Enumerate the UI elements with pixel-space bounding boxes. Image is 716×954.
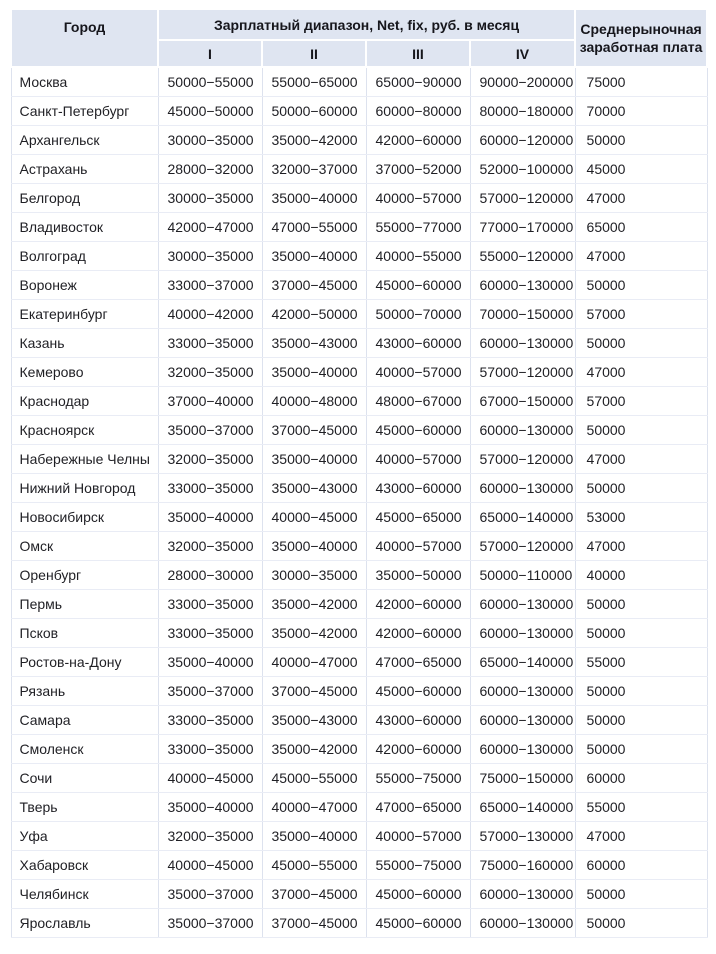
city-cell: Рязань	[11, 676, 158, 705]
range-quartile-4-cell: 80000−180000	[470, 96, 575, 125]
range-quartile-2-cell: 35000−40000	[262, 444, 366, 473]
range-quartile-3-cell: 40000−55000	[366, 241, 470, 270]
range-quartile-3-cell: 40000−57000	[366, 444, 470, 473]
range-quartile-2-cell: 45000−55000	[262, 763, 366, 792]
range-quartile-3-cell: 42000−60000	[366, 589, 470, 618]
city-cell: Челябинск	[11, 879, 158, 908]
range-quartile-1-cell: 35000−37000	[158, 879, 262, 908]
range-quartile-3-cell: 45000−60000	[366, 270, 470, 299]
city-cell: Ярославль	[11, 908, 158, 937]
range-quartile-1-cell: 32000−35000	[158, 444, 262, 473]
table-row	[11, 850, 707, 879]
range-quartile-2-cell: 30000−35000	[262, 560, 366, 589]
table-row	[11, 589, 707, 618]
table-row	[11, 299, 707, 328]
range-quartile-3-cell: 50000−70000	[366, 299, 470, 328]
range-quartile-2-cell: 35000−40000	[262, 357, 366, 386]
city-cell: Новосибирск	[11, 502, 158, 531]
table-row	[11, 647, 707, 676]
column-header-salary-range-group: Зарплатный диапазон, Net, fix, руб. в месяц	[158, 9, 575, 40]
table-row	[11, 821, 707, 850]
range-quartile-4-cell: 57000−120000	[470, 183, 575, 212]
city-cell: Хабаровск	[11, 850, 158, 879]
range-quartile-1-cell: 35000−40000	[158, 792, 262, 821]
average-salary-cell: 47000	[575, 183, 707, 212]
column-header-quartile-4: IV	[470, 40, 575, 67]
range-quartile-1-cell: 33000−35000	[158, 705, 262, 734]
table-row	[11, 908, 707, 937]
average-salary-cell: 50000	[575, 415, 707, 444]
range-quartile-4-cell: 60000−130000	[470, 270, 575, 299]
range-quartile-1-cell: 30000−35000	[158, 125, 262, 154]
range-quartile-4-cell: 60000−130000	[470, 705, 575, 734]
average-salary-cell: 55000	[575, 792, 707, 821]
range-quartile-2-cell: 42000−50000	[262, 299, 366, 328]
city-cell: Оренбург	[11, 560, 158, 589]
table-row	[11, 676, 707, 705]
table-row	[11, 183, 707, 212]
column-header-quartile-3: III	[366, 40, 470, 67]
range-quartile-3-cell: 35000−50000	[366, 560, 470, 589]
range-quartile-1-cell: 35000−37000	[158, 908, 262, 937]
range-quartile-4-cell: 90000−200000	[470, 67, 575, 96]
range-quartile-2-cell: 40000−47000	[262, 792, 366, 821]
average-salary-cell: 75000	[575, 67, 707, 96]
range-quartile-2-cell: 40000−45000	[262, 502, 366, 531]
range-quartile-1-cell: 37000−40000	[158, 386, 262, 415]
table-row	[11, 154, 707, 183]
range-quartile-4-cell: 60000−130000	[470, 473, 575, 502]
average-salary-cell: 50000	[575, 879, 707, 908]
average-salary-cell: 65000	[575, 212, 707, 241]
range-quartile-1-cell: 33000−35000	[158, 589, 262, 618]
range-quartile-1-cell: 33000−35000	[158, 618, 262, 647]
city-cell: Псков	[11, 618, 158, 647]
range-quartile-2-cell: 35000−43000	[262, 473, 366, 502]
range-quartile-3-cell: 55000−75000	[366, 763, 470, 792]
city-cell: Омск	[11, 531, 158, 560]
table-row	[11, 357, 707, 386]
range-quartile-1-cell: 32000−35000	[158, 357, 262, 386]
table-row	[11, 560, 707, 589]
range-quartile-2-cell: 47000−55000	[262, 212, 366, 241]
city-cell: Казань	[11, 328, 158, 357]
city-cell: Пермь	[11, 589, 158, 618]
city-cell: Ростов-на-Дону	[11, 647, 158, 676]
table-row	[11, 444, 707, 473]
range-quartile-1-cell: 40000−42000	[158, 299, 262, 328]
range-quartile-3-cell: 45000−60000	[366, 676, 470, 705]
range-quartile-1-cell: 33000−35000	[158, 473, 262, 502]
range-quartile-2-cell: 55000−65000	[262, 67, 366, 96]
average-salary-cell: 47000	[575, 444, 707, 473]
range-quartile-3-cell: 43000−60000	[366, 328, 470, 357]
table-row	[11, 473, 707, 502]
city-cell: Воронеж	[11, 270, 158, 299]
table-row	[11, 328, 707, 357]
table-row	[11, 763, 707, 792]
range-quartile-4-cell: 60000−130000	[470, 734, 575, 763]
range-quartile-3-cell: 40000−57000	[366, 183, 470, 212]
range-quartile-3-cell: 60000−80000	[366, 96, 470, 125]
range-quartile-4-cell: 75000−150000	[470, 763, 575, 792]
city-cell: Архангельск	[11, 125, 158, 154]
average-salary-cell: 45000	[575, 154, 707, 183]
table-row	[11, 415, 707, 444]
range-quartile-3-cell: 43000−60000	[366, 705, 470, 734]
range-quartile-3-cell: 55000−77000	[366, 212, 470, 241]
range-quartile-3-cell: 45000−60000	[366, 908, 470, 937]
range-quartile-1-cell: 35000−40000	[158, 502, 262, 531]
city-cell: Кемерово	[11, 357, 158, 386]
table-row	[11, 67, 707, 96]
city-cell: Белгород	[11, 183, 158, 212]
table-row	[11, 705, 707, 734]
average-salary-cell: 60000	[575, 850, 707, 879]
range-quartile-2-cell: 35000−40000	[262, 531, 366, 560]
average-salary-cell: 50000	[575, 473, 707, 502]
range-quartile-2-cell: 35000−40000	[262, 241, 366, 270]
range-quartile-3-cell: 45000−65000	[366, 502, 470, 531]
city-cell: Самара	[11, 705, 158, 734]
range-quartile-4-cell: 70000−150000	[470, 299, 575, 328]
range-quartile-2-cell: 37000−45000	[262, 879, 366, 908]
average-salary-cell: 47000	[575, 241, 707, 270]
range-quartile-3-cell: 45000−60000	[366, 879, 470, 908]
range-quartile-1-cell: 40000−45000	[158, 850, 262, 879]
average-salary-cell: 55000	[575, 647, 707, 676]
average-salary-cell: 47000	[575, 357, 707, 386]
average-salary-cell: 50000	[575, 589, 707, 618]
range-quartile-1-cell: 40000−45000	[158, 763, 262, 792]
range-quartile-4-cell: 57000−120000	[470, 531, 575, 560]
table-row	[11, 502, 707, 531]
range-quartile-3-cell: 40000−57000	[366, 531, 470, 560]
city-cell: Волгоград	[11, 241, 158, 270]
table-row	[11, 125, 707, 154]
city-cell: Санкт-Петербург	[11, 96, 158, 125]
range-quartile-2-cell: 35000−42000	[262, 589, 366, 618]
city-cell: Красноярск	[11, 415, 158, 444]
range-quartile-3-cell: 47000−65000	[366, 647, 470, 676]
average-salary-cell: 50000	[575, 734, 707, 763]
range-quartile-1-cell: 32000−35000	[158, 531, 262, 560]
range-quartile-1-cell: 33000−35000	[158, 734, 262, 763]
average-salary-cell: 47000	[575, 821, 707, 850]
range-quartile-4-cell: 50000−110000	[470, 560, 575, 589]
range-quartile-2-cell: 35000−42000	[262, 125, 366, 154]
range-quartile-3-cell: 45000−60000	[366, 415, 470, 444]
range-quartile-1-cell: 50000−55000	[158, 67, 262, 96]
city-cell: Тверь	[11, 792, 158, 821]
average-salary-cell: 50000	[575, 270, 707, 299]
average-salary-cell: 50000	[575, 676, 707, 705]
salary-table	[10, 8, 708, 938]
range-quartile-1-cell: 33000−35000	[158, 328, 262, 357]
average-salary-cell: 50000	[575, 908, 707, 937]
city-cell: Екатеринбург	[11, 299, 158, 328]
range-quartile-3-cell: 65000−90000	[366, 67, 470, 96]
average-salary-cell: 53000	[575, 502, 707, 531]
range-quartile-2-cell: 45000−55000	[262, 850, 366, 879]
range-quartile-4-cell: 65000−140000	[470, 647, 575, 676]
range-quartile-2-cell: 37000−45000	[262, 270, 366, 299]
range-quartile-1-cell: 30000−35000	[158, 241, 262, 270]
range-quartile-1-cell: 32000−35000	[158, 821, 262, 850]
average-salary-cell: 50000	[575, 618, 707, 647]
range-quartile-4-cell: 60000−130000	[470, 589, 575, 618]
range-quartile-4-cell: 60000−130000	[470, 328, 575, 357]
range-quartile-3-cell: 43000−60000	[366, 473, 470, 502]
table-row	[11, 241, 707, 270]
range-quartile-2-cell: 32000−37000	[262, 154, 366, 183]
range-quartile-4-cell: 60000−130000	[470, 908, 575, 937]
table-row	[11, 792, 707, 821]
table-row	[11, 734, 707, 763]
range-quartile-2-cell: 35000−42000	[262, 618, 366, 647]
range-quartile-3-cell: 42000−60000	[366, 734, 470, 763]
range-quartile-2-cell: 37000−45000	[262, 908, 366, 937]
range-quartile-2-cell: 35000−40000	[262, 183, 366, 212]
range-quartile-2-cell: 50000−60000	[262, 96, 366, 125]
range-quartile-4-cell: 65000−140000	[470, 792, 575, 821]
range-quartile-3-cell: 42000−60000	[366, 125, 470, 154]
table-row	[11, 618, 707, 647]
range-quartile-4-cell: 67000−150000	[470, 386, 575, 415]
table-row	[11, 531, 707, 560]
range-quartile-2-cell: 37000−45000	[262, 415, 366, 444]
range-quartile-1-cell: 35000−37000	[158, 415, 262, 444]
range-quartile-3-cell: 47000−65000	[366, 792, 470, 821]
range-quartile-4-cell: 60000−130000	[470, 879, 575, 908]
range-quartile-4-cell: 60000−130000	[470, 618, 575, 647]
range-quartile-1-cell: 28000−32000	[158, 154, 262, 183]
table-row	[11, 212, 707, 241]
range-quartile-4-cell: 60000−120000	[470, 125, 575, 154]
range-quartile-2-cell: 35000−43000	[262, 328, 366, 357]
city-cell: Уфа	[11, 821, 158, 850]
table-row	[11, 270, 707, 299]
range-quartile-1-cell: 30000−35000	[158, 183, 262, 212]
range-quartile-1-cell: 35000−40000	[158, 647, 262, 676]
range-quartile-1-cell: 35000−37000	[158, 676, 262, 705]
range-quartile-2-cell: 35000−42000	[262, 734, 366, 763]
average-salary-cell: 50000	[575, 125, 707, 154]
range-quartile-4-cell: 52000−100000	[470, 154, 575, 183]
range-quartile-1-cell: 45000−50000	[158, 96, 262, 125]
column-header-quartile-1: I	[158, 40, 262, 67]
range-quartile-2-cell: 40000−48000	[262, 386, 366, 415]
range-quartile-3-cell: 48000−67000	[366, 386, 470, 415]
average-salary-cell: 50000	[575, 328, 707, 357]
table-row	[11, 386, 707, 415]
range-quartile-4-cell: 77000−170000	[470, 212, 575, 241]
range-quartile-2-cell: 35000−43000	[262, 705, 366, 734]
column-header-city: Город	[11, 9, 158, 67]
column-header-quartile-2: II	[262, 40, 366, 67]
city-cell: Астрахань	[11, 154, 158, 183]
city-cell: Краснодар	[11, 386, 158, 415]
average-salary-cell: 60000	[575, 763, 707, 792]
range-quartile-3-cell: 42000−60000	[366, 618, 470, 647]
average-salary-cell: 70000	[575, 96, 707, 125]
average-salary-cell: 57000	[575, 299, 707, 328]
city-cell: Нижний Новгород	[11, 473, 158, 502]
range-quartile-1-cell: 28000−30000	[158, 560, 262, 589]
city-cell: Набережные Челны	[11, 444, 158, 473]
range-quartile-4-cell: 57000−120000	[470, 444, 575, 473]
table-body	[11, 67, 707, 937]
range-quartile-3-cell: 37000−52000	[366, 154, 470, 183]
average-salary-cell: 47000	[575, 531, 707, 560]
range-quartile-4-cell: 65000−140000	[470, 502, 575, 531]
average-salary-cell: 40000	[575, 560, 707, 589]
range-quartile-4-cell: 55000−120000	[470, 241, 575, 270]
range-quartile-1-cell: 33000−37000	[158, 270, 262, 299]
table-row	[11, 879, 707, 908]
range-quartile-4-cell: 60000−130000	[470, 415, 575, 444]
range-quartile-3-cell: 40000−57000	[366, 821, 470, 850]
range-quartile-4-cell: 75000−160000	[470, 850, 575, 879]
range-quartile-4-cell: 57000−120000	[470, 357, 575, 386]
range-quartile-2-cell: 35000−40000	[262, 821, 366, 850]
range-quartile-2-cell: 37000−45000	[262, 676, 366, 705]
average-salary-cell: 57000	[575, 386, 707, 415]
range-quartile-1-cell: 42000−47000	[158, 212, 262, 241]
city-cell: Москва	[11, 67, 158, 96]
range-quartile-4-cell: 57000−130000	[470, 821, 575, 850]
range-quartile-3-cell: 40000−57000	[366, 357, 470, 386]
range-quartile-2-cell: 40000−47000	[262, 647, 366, 676]
range-quartile-4-cell: 60000−130000	[470, 676, 575, 705]
city-cell: Владивосток	[11, 212, 158, 241]
table-header	[11, 9, 707, 67]
city-cell: Смоленск	[11, 734, 158, 763]
average-salary-cell: 50000	[575, 705, 707, 734]
table-row	[11, 96, 707, 125]
range-quartile-3-cell: 55000−75000	[366, 850, 470, 879]
city-cell: Сочи	[11, 763, 158, 792]
column-header-average-salary: Среднерыночная заработная плата	[575, 9, 707, 67]
